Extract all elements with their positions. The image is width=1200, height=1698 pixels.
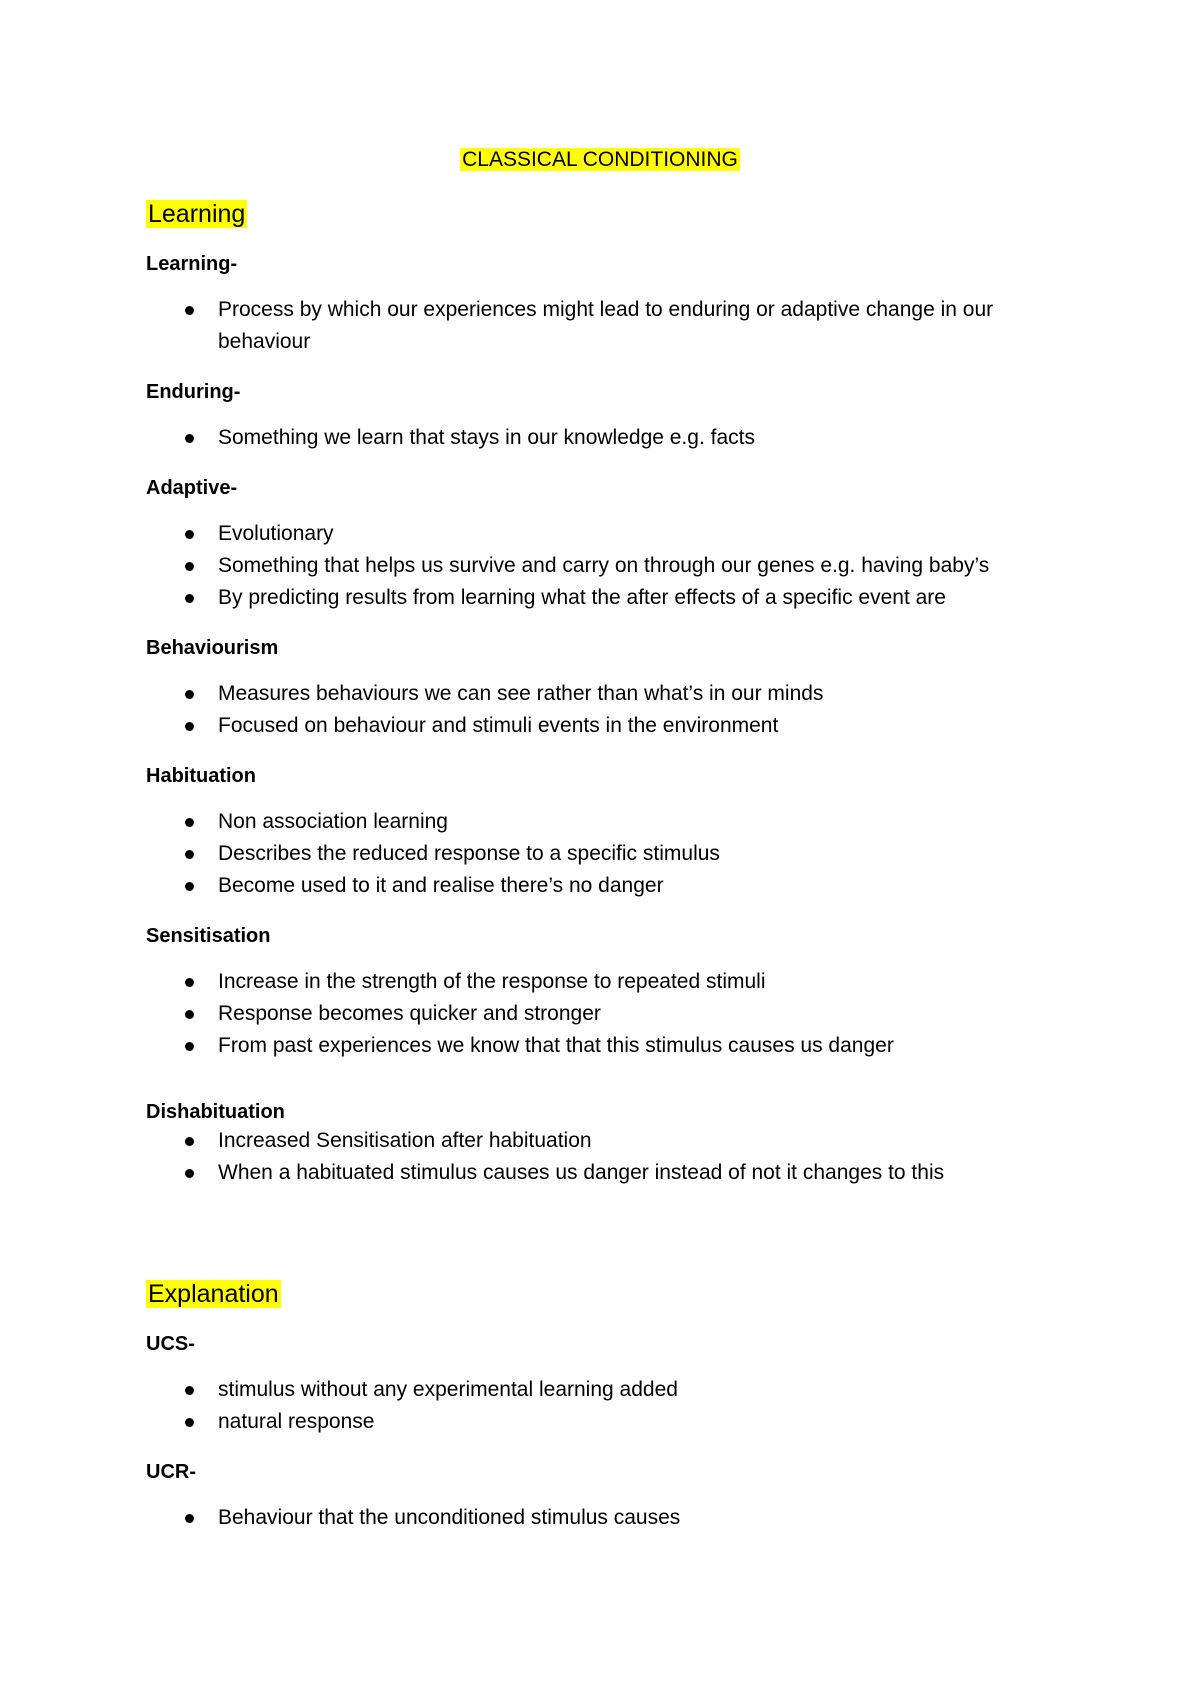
bullet-item: Evolutionary (218, 522, 334, 545)
term-label: Behaviourism (146, 637, 279, 659)
bullet-item: Measures behaviours we can see rather than what’s in our minds (218, 682, 824, 705)
bullet-item: Increase in the strength of the response to repeated stimuli (218, 970, 766, 993)
term-label: UCR- (146, 1461, 196, 1483)
bullet-item: Something we learn that stays in our knowledge e.g. facts (218, 426, 755, 449)
bullet-item: By predicting results from learning what the after effects of a specific event are (218, 586, 946, 609)
term-label: UCS- (146, 1333, 195, 1355)
bullet-icon (185, 1042, 194, 1051)
bullet-icon (185, 1418, 194, 1427)
term-label: Enduring- (146, 381, 241, 403)
bullet-icon (185, 690, 194, 699)
section-heading-learning: Learning (148, 200, 246, 228)
bullet-icon (185, 1137, 194, 1146)
bullet-item: Response becomes quicker and stronger (218, 1002, 601, 1025)
bullet-icon (185, 1169, 194, 1178)
bullet-icon (185, 530, 194, 539)
bullet-icon (185, 978, 194, 987)
bullet-item: From past experiences we know that that this stimulus causes us danger (218, 1034, 894, 1057)
bullet-icon (185, 594, 194, 603)
bullet-item: Non association learning (218, 810, 448, 833)
bullet-item: Focused on behaviour and stimuli events in the environment (218, 714, 779, 737)
bullet-icon (185, 818, 194, 827)
term-label: Dishabituation (146, 1101, 285, 1123)
term-label: Learning- (146, 253, 238, 275)
bullet-item: When a habituated stimulus causes us danger instead of not it changes to this (218, 1161, 945, 1184)
bullet-item: Behaviour that the unconditioned stimulus causes (218, 1506, 681, 1529)
bullet-icon (185, 850, 194, 859)
bullet-icon (185, 434, 194, 443)
bullet-icon (185, 1514, 194, 1523)
section-heading-explanation: Explanation (148, 1280, 279, 1308)
bullet-icon (185, 882, 194, 891)
bullet-item: Process by which our experiences might lead to enduring or adaptive change in our (218, 298, 994, 321)
bullet-icon (185, 1010, 194, 1019)
document-title-text: CLASSICAL CONDITIONING (462, 148, 738, 171)
bullet-item: Increased Sensitisation after habituation (218, 1129, 592, 1152)
term-label: Sensitisation (146, 925, 271, 947)
bullet-icon (185, 1386, 194, 1395)
bullet-icon (185, 306, 194, 315)
bullet-item: Become used to it and realise there’s no danger (218, 874, 664, 897)
bullet-icon (185, 722, 194, 731)
bullet-item: stimulus without any experimental learning added (218, 1378, 678, 1401)
bullet-icon (185, 562, 194, 571)
term-label: Habituation (146, 765, 256, 787)
bullet-item: Something that helps us survive and carry on through our genes e.g. having baby’s (218, 554, 990, 577)
document-title (0, 146, 1200, 174)
term-label: Adaptive- (146, 477, 238, 499)
bullet-item: natural response (218, 1410, 375, 1433)
bullet-item: Describes the reduced response to a specific stimulus (218, 842, 720, 865)
bullet-item-continuation: behaviour (218, 330, 311, 353)
